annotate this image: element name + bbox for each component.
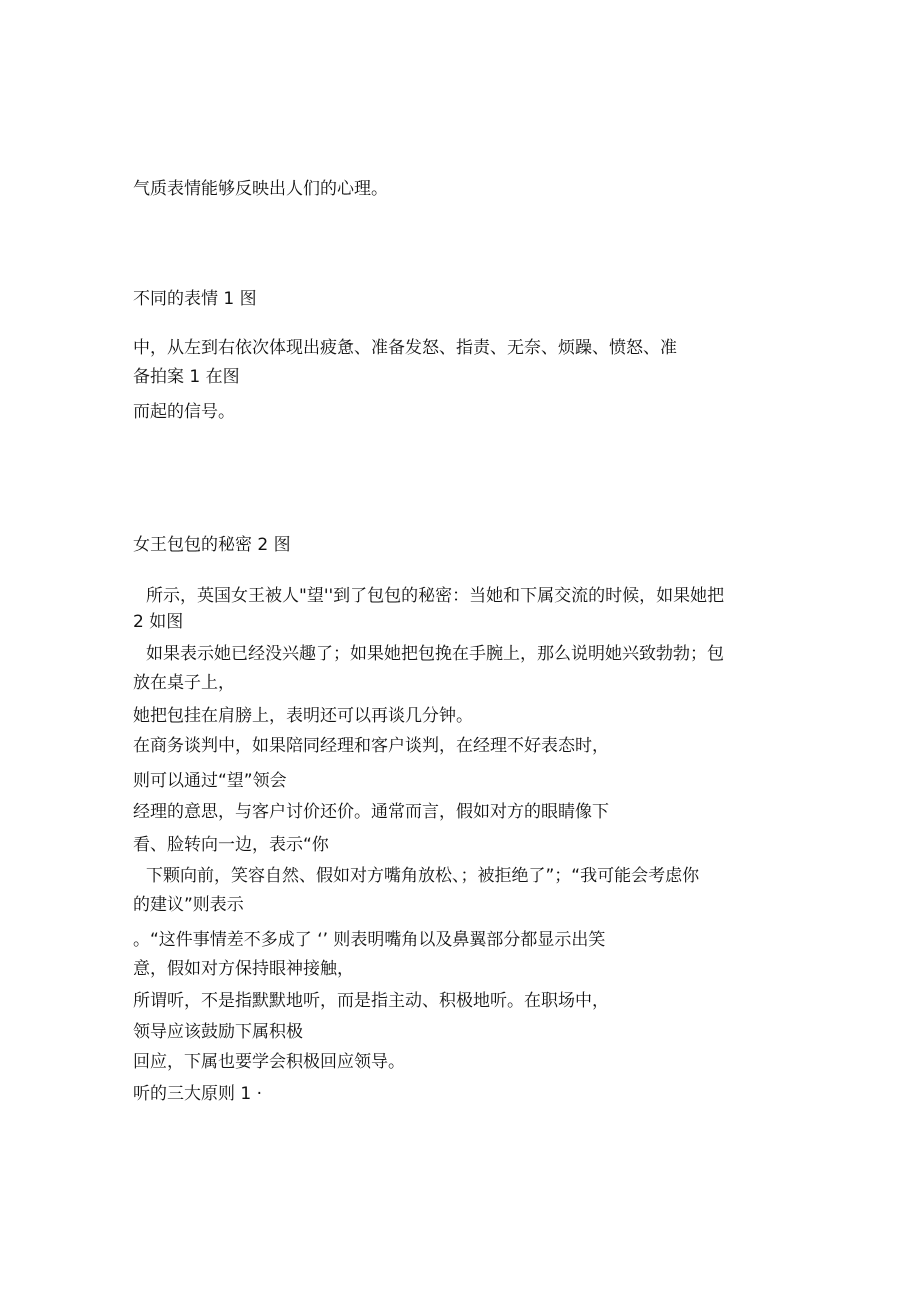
paragraph-line: 所示，英国女王被人"望''到了包包的秘密：当她和下属交流的时候，如果她把 bbox=[146, 586, 725, 606]
paragraph-line: 在商务谈判中，如果陪同经理和客户谈判，在经理不好表态时， bbox=[133, 736, 609, 756]
paragraph-line: 备拍案 1 在图 bbox=[133, 367, 240, 387]
paragraph-line: 2 如图 bbox=[133, 612, 184, 632]
paragraph-line: 所谓听，不是指默默地听，而是指主动、积极地听。在职场中， bbox=[133, 991, 609, 1011]
paragraph-line: 看、脸转向一边，表示“你 bbox=[133, 835, 329, 855]
section-heading-listening-principles: 听的三大原则 1 · bbox=[133, 1084, 263, 1104]
paragraph-line: 意，假如对方保持眼神接触， bbox=[133, 959, 354, 979]
paragraph-line: 中，从左到右依次体现出疲惫、准备发怒、指责、无奈、烦躁、愤怒、准 bbox=[133, 338, 677, 358]
paragraph-line: 经理的意思，与客户讨价还价。通常而言，假如对方的眼睛像下 bbox=[133, 802, 609, 822]
paragraph-line: 放在桌子上， bbox=[133, 673, 235, 693]
paragraph-line: 如果表示她已经没兴趣了；如果她把包挽在手腕上，那么说明她兴致勃勃；包 bbox=[146, 644, 724, 664]
paragraph-line: 而起的信号。 bbox=[133, 402, 235, 422]
paragraph-line: 则可以通过“望”领会 bbox=[133, 771, 287, 791]
paragraph-line: 回应，下属也要学会积极回应领导。 bbox=[133, 1052, 405, 1072]
paragraph-line: 的建议”则表示 bbox=[133, 895, 244, 915]
section-heading-expressions: 不同的表情 1 图 bbox=[133, 289, 257, 309]
paragraph-line: 领导应该鼓励下属积极 bbox=[133, 1022, 303, 1042]
paragraph-line: 下颗向前，笑容自然、假如对方嘴角放松、；被拒绝了”；“我可能会考虑你 bbox=[146, 866, 700, 886]
section-heading-queen-bag: 女王包包的秘密 2 图 bbox=[133, 535, 291, 555]
paragraph-line: 。“这件事情差不多成了 ‘’ 则表明嘴角以及鼻翼部分都显示出笑 bbox=[133, 930, 606, 950]
paragraph-line: 她把包挂在肩膀上，表明还可以再谈几分钟。 bbox=[133, 706, 473, 726]
paragraph-line: 气质表情能够反映出人们的心理。 bbox=[133, 179, 388, 199]
